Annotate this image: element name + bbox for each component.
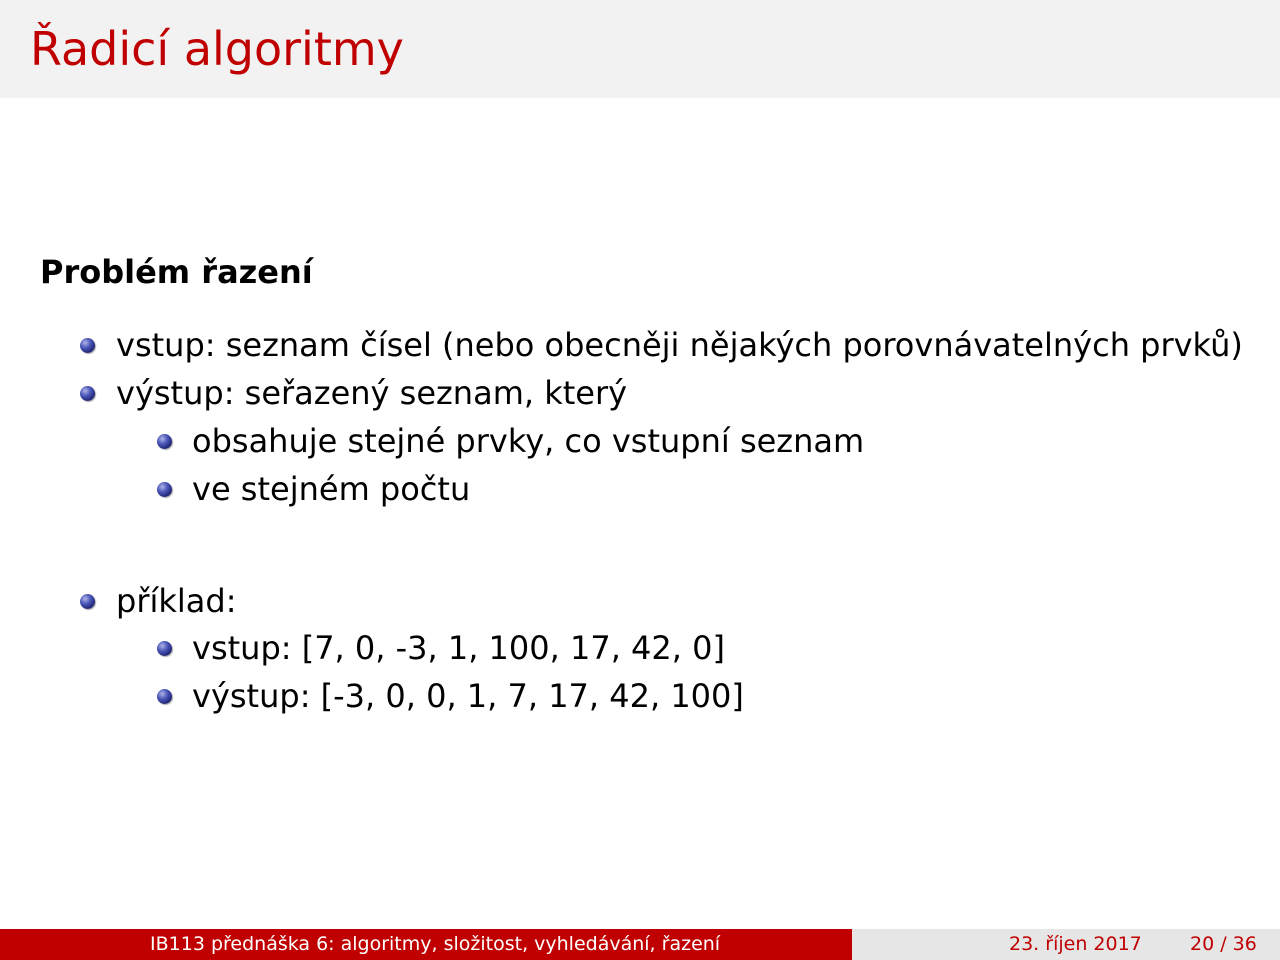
footer-date: 23. říjen 2017 — [1009, 933, 1142, 955]
list-item: ve stejném počtu — [192, 470, 471, 508]
list-item: obsahuje stejné prvky, co vstupní seznam — [192, 422, 865, 460]
slide-title: Řadicí algoritmy — [30, 22, 404, 76]
bullet-icon — [80, 386, 95, 401]
bullet-icon — [157, 482, 172, 497]
bullet-icon — [80, 594, 95, 609]
bullet-icon — [157, 641, 172, 656]
bullet-icon — [80, 338, 95, 353]
footer-course-title: IB113 přednáška 6: algoritmy, složitost, vyhledávání, řazení — [150, 933, 721, 955]
page-number: 20 / 36 — [1190, 933, 1257, 955]
bullet-icon — [157, 689, 172, 704]
list-item: výstup: [-3, 0, 0, 1, 7, 17, 42, 100] — [192, 677, 744, 715]
bullet-icon — [157, 434, 172, 449]
list-item: výstup: seřazený seznam, který — [116, 374, 628, 412]
block-title: Problém řazení — [40, 253, 313, 291]
list-item: vstup: [7, 0, -3, 1, 100, 17, 42, 0] — [192, 629, 725, 667]
list-item: vstup: seznam čísel (nebo obecněji nějakých porovnávatelných prvků) — [116, 326, 1243, 364]
list-item: příklad: — [116, 582, 237, 620]
